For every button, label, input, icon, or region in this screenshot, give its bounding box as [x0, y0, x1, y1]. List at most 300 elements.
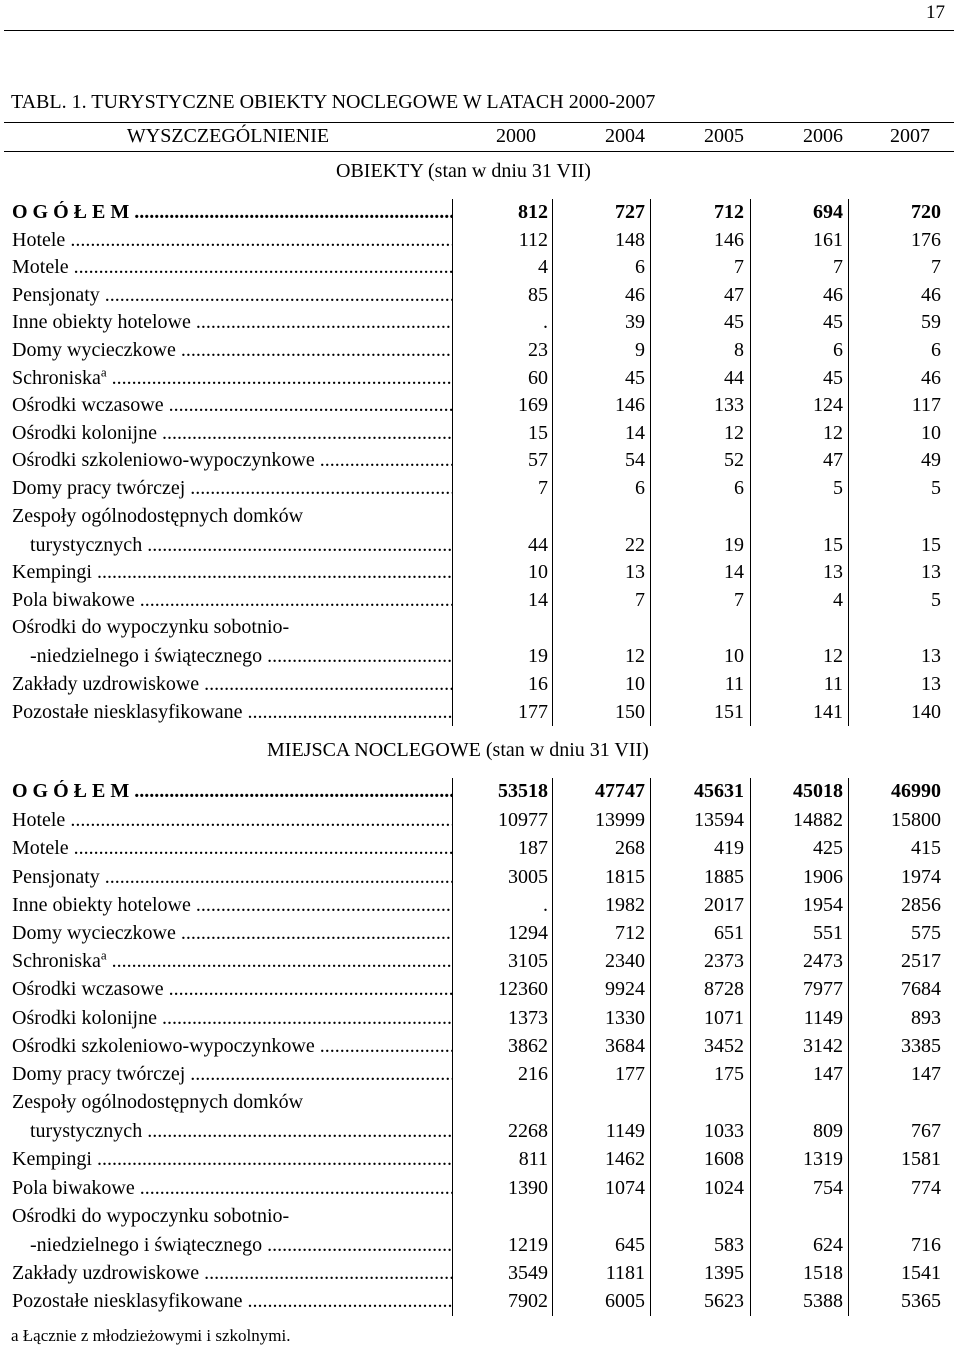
table-cell: 10 [921, 421, 941, 444]
header-year: 2005 [704, 125, 744, 147]
row-label [12, 1262, 452, 1285]
table-cell: 47 [724, 283, 744, 306]
table-cell: 8728 [704, 978, 744, 1001]
table-cell: 3549 [508, 1262, 548, 1284]
row-label: Ośrodki do wypoczynku sobotnio- [12, 1204, 290, 1227]
table-cell: 175 [714, 1063, 744, 1085]
table-cell: 1518 [803, 1262, 843, 1284]
table-cell: 45 [823, 366, 843, 389]
table-cell: 425 [813, 837, 843, 860]
row-label-text: Hotele [12, 228, 66, 251]
table-row [0, 339, 960, 367]
table-cell: 140 [911, 700, 941, 723]
table-cell: 146 [714, 228, 744, 251]
table-cell: 727 [615, 201, 645, 223]
header-label: WYSZCZEGÓLNIENIE [126, 125, 330, 147]
table-cell: 7977 [803, 978, 843, 1001]
row-label-text: Pola biwakowe [12, 1176, 135, 1199]
table-cell: 3005 [508, 865, 548, 888]
table-cell: 1024 [704, 1176, 744, 1199]
table-row [0, 311, 960, 339]
table-cell: 1885 [704, 865, 744, 888]
table-cell: 15 [823, 533, 843, 556]
table-cell: 10 [528, 561, 548, 584]
row-label [12, 339, 452, 362]
table-row [0, 837, 960, 865]
row-label-text: Schroniska [12, 366, 101, 389]
leader-dots [164, 978, 452, 1000]
table-cell: 12360 [498, 978, 548, 1001]
row-label [12, 284, 452, 307]
table-cell: 14 [625, 421, 645, 444]
table-cell: 651 [714, 922, 744, 944]
table-row [0, 1262, 960, 1290]
row-label: Ośrodki do wypoczynku sobotnio- [12, 616, 290, 639]
table-cell: 624 [813, 1233, 843, 1256]
table-cell: 44 [724, 366, 744, 389]
table-cell: 60 [528, 366, 548, 389]
table-row [0, 1290, 960, 1318]
table-cell: 22 [625, 533, 645, 556]
table-cell: 1181 [605, 1262, 645, 1284]
table-row [0, 1035, 960, 1063]
table-row [0, 1120, 960, 1148]
table-cell: 1330 [605, 1006, 645, 1029]
column-separator [848, 199, 849, 726]
table-row [0, 394, 960, 422]
table-cell: 14 [724, 561, 744, 584]
table-cell: 812 [518, 201, 548, 223]
table-cell: 1954 [803, 893, 843, 916]
row-label [12, 1290, 452, 1313]
row-label-text: Pozostałe niesklasyfikowane [12, 1290, 243, 1313]
table-row [0, 229, 960, 257]
row-label [30, 1120, 452, 1143]
table-cell: 1815 [605, 865, 645, 888]
table-cell: 14882 [793, 809, 843, 832]
table-cell: 187 [518, 837, 548, 860]
table-cell: 133 [714, 394, 744, 417]
leader-dots [199, 1262, 452, 1284]
table-cell: 10 [724, 645, 744, 668]
column-separator [750, 199, 751, 726]
leader-dots [176, 339, 452, 361]
row-label [12, 561, 452, 584]
row-label-text: Domy wycieczkowe [12, 922, 176, 944]
table-cell: 4 [538, 256, 548, 279]
table-cell: 7 [635, 588, 645, 611]
table-cell: 268 [615, 837, 645, 860]
row-label [12, 422, 452, 445]
row-label [12, 978, 452, 1001]
row-label-text: Motele [12, 837, 69, 860]
table-cell: 52 [724, 449, 744, 472]
row-label [12, 449, 452, 472]
table-row [0, 561, 960, 589]
table-cell: 6 [635, 256, 645, 279]
leader-dots [191, 894, 452, 916]
table-cell: 1395 [704, 1262, 744, 1284]
table-cell: 1982 [605, 893, 645, 916]
table-cell: 811 [518, 1148, 548, 1171]
table-cell: 10977 [498, 809, 548, 832]
leader-dots [262, 1234, 452, 1256]
table-cell: 147 [911, 1063, 941, 1085]
table-cell: 46 [921, 366, 941, 389]
leader-dots [191, 311, 452, 333]
table-cell: 46 [823, 283, 843, 306]
leader-dots [129, 780, 452, 802]
table-cell: 45 [823, 311, 843, 334]
table-cell: 1974 [901, 865, 941, 888]
row-label-text: Ośrodki kolonijne [12, 421, 157, 444]
table-row [0, 894, 960, 922]
column-separator [552, 199, 553, 726]
table-cell: 12 [724, 421, 744, 444]
table-cell: 45 [724, 311, 744, 334]
row-label [12, 837, 452, 860]
row-label-text: Pola biwakowe [12, 588, 135, 611]
table-cell: 12 [625, 645, 645, 668]
table-row-label-line [0, 616, 960, 644]
table-row [0, 589, 960, 617]
leader-dots [176, 922, 452, 944]
row-label-text: O G Ó Ł E M [12, 201, 130, 223]
table-cell: 13 [921, 561, 941, 584]
table-cell: 1608 [704, 1148, 744, 1171]
row-label-text: Ośrodki szkoleniowo-wypoczynkowe [12, 449, 315, 472]
table-cell: 7 [931, 256, 941, 279]
table-cell: 893 [911, 1006, 941, 1029]
table-cell: 6 [833, 339, 843, 361]
table-cell: 1319 [803, 1148, 843, 1171]
row-label-text: Kempingi [12, 1148, 92, 1171]
table-cell: 3684 [605, 1034, 645, 1057]
row-label-text: turystycznych [30, 1120, 143, 1143]
leader-dots [157, 1007, 452, 1029]
table-cell: 45018 [793, 780, 843, 802]
table-cell: 148 [615, 228, 645, 251]
table-cell: 161 [813, 228, 843, 251]
footnote-marker: a [100, 950, 107, 963]
header-year: 2004 [605, 125, 645, 147]
table-cell: 47 [823, 449, 843, 472]
table-cell: 85 [528, 283, 548, 306]
row-label [12, 809, 452, 832]
table-cell: 141 [813, 700, 843, 723]
table-cell: 57 [528, 449, 548, 472]
table-cell: 5388 [803, 1290, 843, 1313]
row-label [12, 367, 452, 390]
table-cell: 767 [911, 1120, 941, 1143]
table-row [0, 1007, 960, 1035]
row-label-text: Motele [12, 256, 69, 279]
table-cell: 44 [528, 533, 548, 556]
table-cell: 1294 [508, 922, 548, 944]
column-separator [750, 778, 751, 1316]
table-cell: 8 [734, 339, 744, 361]
table-cell: 45 [625, 366, 645, 389]
leader-dots [185, 1063, 452, 1085]
table-cell: 19 [528, 645, 548, 668]
column-header [4, 122, 954, 152]
row-label-text: Pozostałe niesklasyfikowane [12, 700, 243, 723]
table-cell: 11 [823, 673, 843, 695]
row-label [12, 1148, 452, 1171]
row-label [12, 866, 452, 889]
table-cell: 10 [625, 673, 645, 695]
row-label [12, 701, 452, 724]
row-label [30, 645, 452, 668]
table-cell: 415 [911, 837, 941, 860]
table-cell: 13999 [595, 809, 645, 832]
table-cell: 2268 [508, 1120, 548, 1143]
table-cell: . [543, 311, 548, 334]
table-cell: 19 [724, 533, 744, 556]
leader-dots [69, 837, 452, 859]
table-cell: 46 [921, 283, 941, 306]
table-cell: 5623 [704, 1290, 744, 1313]
table-cell: 6 [734, 477, 744, 499]
table-cell: 583 [714, 1233, 744, 1256]
table-row [0, 534, 960, 562]
top-rule [4, 30, 954, 31]
row-label [12, 1035, 452, 1058]
row-label-text: Domy pracy twórczej [12, 1063, 186, 1085]
leader-dots [129, 201, 452, 223]
table-cell: 1219 [508, 1233, 548, 1256]
table-row-label-line [0, 1205, 960, 1233]
table-cell: 53518 [498, 780, 548, 802]
table-cell: 712 [714, 201, 744, 223]
table-cell: 47747 [595, 780, 645, 802]
table-cell: 712 [615, 922, 645, 944]
row-label-text: Inne obiekty hotelowe [12, 311, 191, 334]
table-cell: 7 [734, 588, 744, 611]
section-title: MIEJSCA NOCLEGOWE (stan w dniu 31 VII) [267, 739, 649, 761]
column-separator [452, 778, 453, 1316]
table-cell: 551 [813, 922, 843, 944]
row-label [30, 534, 452, 557]
leader-dots [142, 1120, 452, 1142]
table-cell: 150 [615, 700, 645, 723]
header-year: 2000 [496, 125, 536, 147]
leader-dots [142, 534, 452, 556]
table-row [0, 477, 960, 505]
row-label [12, 673, 452, 696]
leader-dots [262, 645, 452, 667]
table-cell: 9 [635, 339, 645, 361]
table-row [0, 449, 960, 477]
table-cell: 54 [625, 449, 645, 472]
row-label [12, 950, 452, 973]
leader-dots [164, 394, 452, 416]
table-row [0, 701, 960, 729]
leader-dots [185, 477, 452, 499]
table-cell: 809 [813, 1120, 843, 1143]
row-label [12, 394, 452, 417]
footnote-marker: a [100, 366, 107, 379]
leader-dots [315, 449, 452, 471]
table-cell: 11 [724, 673, 744, 695]
leader-dots [107, 950, 452, 972]
table-cell: 5365 [901, 1290, 941, 1313]
table-cell: 1462 [605, 1148, 645, 1171]
leader-dots [243, 1290, 453, 1312]
row-label [12, 477, 452, 500]
table-cell: 169 [518, 394, 548, 417]
column-separator [552, 778, 553, 1316]
row-label [12, 922, 452, 945]
table-cell: 177 [615, 1063, 645, 1085]
column-separator [650, 778, 651, 1316]
table-cell: 13 [625, 561, 645, 584]
table-cell: 216 [518, 1063, 548, 1085]
table-cell: 754 [813, 1176, 843, 1199]
leader-dots [315, 1035, 452, 1057]
leader-dots [199, 673, 452, 695]
row-label [12, 201, 452, 224]
table-title: TABL. 1. TURYSTYCZNE OBIEKTY NOCLEGOWE W LATACH 2000-2007 [11, 91, 656, 113]
row-label-text: Domy pracy twórczej [12, 477, 186, 499]
table-row [0, 809, 960, 837]
table-cell: 774 [911, 1176, 941, 1199]
table-cell: 716 [911, 1233, 941, 1256]
table-cell: 5 [833, 477, 843, 499]
row-label-text: Pensjonaty [12, 865, 100, 888]
row-label-text: turystycznych [30, 533, 143, 556]
table-cell: 112 [518, 228, 548, 251]
table-cell: 49 [921, 449, 941, 472]
table-cell: 1373 [508, 1006, 548, 1029]
row-label-text: Inne obiekty hotelowe [12, 893, 191, 916]
column-separator [452, 199, 453, 726]
table-cell: 151 [714, 700, 744, 723]
table-cell: 1074 [605, 1176, 645, 1199]
row-label-text: Pensjonaty [12, 283, 100, 306]
table-cell: 3452 [704, 1034, 744, 1057]
table-row [0, 780, 960, 808]
table-cell: 7684 [901, 978, 941, 1001]
column-separator [848, 778, 849, 1316]
row-label-text: Zakłady uzdrowiskowe [12, 673, 200, 695]
row-label [12, 589, 452, 612]
header-year: 2006 [803, 125, 843, 147]
table-cell: 16 [528, 673, 548, 695]
table-cell: 46 [625, 283, 645, 306]
table-cell: 7 [833, 256, 843, 279]
table-cell: 2373 [704, 950, 744, 973]
table-cell: 2340 [605, 950, 645, 973]
table-cell: 1541 [901, 1262, 941, 1284]
leader-dots [92, 1148, 452, 1170]
leader-dots [157, 422, 452, 444]
table-row [0, 950, 960, 978]
table-cell: 1033 [704, 1120, 744, 1143]
table-cell: 15800 [891, 809, 941, 832]
table-cell: 1071 [704, 1006, 744, 1029]
table-cell: 7 [538, 477, 548, 499]
table-cell: 15 [921, 533, 941, 556]
table-cell: 3385 [901, 1034, 941, 1057]
table-row [0, 256, 960, 284]
table-cell: 1581 [901, 1148, 941, 1171]
row-label-text: Ośrodki kolonijne [12, 1006, 157, 1029]
row-label-text: Kempingi [12, 561, 92, 584]
row-label [12, 894, 452, 917]
footnote: a Łącznie z młodzieżowymi i szkolnymi. [11, 1326, 291, 1345]
column-separator [650, 199, 651, 726]
table-cell: 6 [635, 477, 645, 499]
table-cell: 7902 [508, 1290, 548, 1313]
table-row [0, 978, 960, 1006]
table-cell: 59 [921, 311, 941, 334]
row-label [12, 1177, 452, 1200]
table-cell: 1390 [508, 1176, 548, 1199]
row-label-text: -niedzielnego i świątecznego [30, 1233, 263, 1256]
row-label-text: Ośrodki szkoleniowo-wypoczynkowe [12, 1034, 315, 1057]
table-row [0, 1177, 960, 1205]
table-cell: 2473 [803, 950, 843, 973]
table-cell: 13594 [694, 809, 744, 832]
row-label-text: Domy wycieczkowe [12, 339, 176, 361]
table-row-label-line [0, 505, 960, 533]
leader-dots [243, 701, 453, 723]
table-cell: 1906 [803, 865, 843, 888]
row-label [12, 780, 452, 803]
row-label [12, 1063, 452, 1086]
table-cell: 3105 [508, 950, 548, 973]
row-label-text: Ośrodki wczasowe [12, 394, 164, 417]
row-label [12, 1007, 452, 1030]
table-cell: 147 [813, 1063, 843, 1085]
table-cell: 45631 [694, 780, 744, 802]
row-label-text: Schroniska [12, 950, 101, 973]
leader-dots [65, 229, 452, 251]
leader-dots [65, 809, 452, 831]
table-cell: 694 [813, 201, 843, 223]
section-title: OBIEKTY (stan w dniu 31 VII) [336, 160, 591, 182]
leader-dots [107, 367, 452, 389]
table-cell: 5 [931, 588, 941, 611]
table-cell: 4 [833, 588, 843, 611]
row-label: Zespoły ogólnodostępnych domków [12, 504, 304, 527]
leader-dots [135, 589, 452, 611]
table-cell: 39 [625, 311, 645, 334]
table-cell: 5 [931, 477, 941, 499]
table-row [0, 673, 960, 701]
table-cell: 1149 [605, 1120, 645, 1143]
table-cell: 3142 [803, 1034, 843, 1057]
row-label [12, 311, 452, 334]
header-year: 2007 [890, 125, 930, 147]
table-cell: 419 [714, 837, 744, 860]
table-cell: 13 [921, 645, 941, 668]
table-cell: 645 [615, 1233, 645, 1256]
table-row [0, 1148, 960, 1176]
leader-dots [69, 256, 452, 278]
table-row [0, 1234, 960, 1262]
table-row [0, 422, 960, 450]
table-cell: 15 [528, 421, 548, 444]
table-cell: 117 [911, 394, 941, 417]
table-row [0, 866, 960, 894]
table-cell: 720 [911, 201, 941, 223]
table-cell: 12 [823, 421, 843, 444]
table-row [0, 284, 960, 312]
table-cell: 13 [921, 673, 941, 695]
table-row [0, 645, 960, 673]
